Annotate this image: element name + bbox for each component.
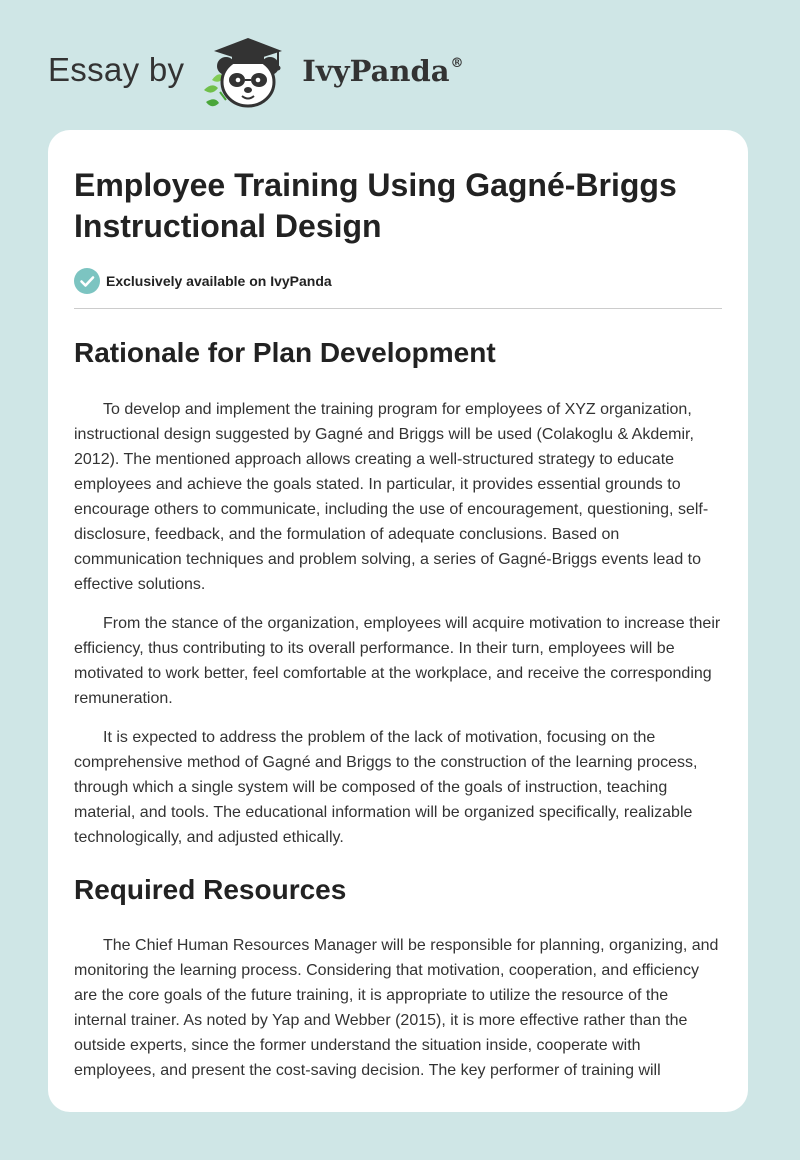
- registered-mark: ®: [450, 56, 464, 71]
- paragraph: The Chief Human Resources Manager will be responsible for planning, organizing, and monitoring the learning process. Considering that motivation, cooperation, and efficiency are the core goals of the future training, it is appropriate to utilize the resource of the internal trainer. As noted by Yap and Webber (2015), it is more effective rather than the outside experts, since the former understand the situation inside, cooperate with employees, and present the cost-saving decision. The key performer of training will: [74, 937, 719, 1079]
- site-brand[interactable]: [48, 32, 464, 112]
- article-card: [48, 130, 748, 1112]
- badge-text: Exclusively available on IvyPanda: [106, 273, 332, 289]
- paragraph: To develop and implement the training program for employees of XYZ organization, instructional design suggested by Gagné and Briggs will be used (Colakoglu & Akdemir, 2012). The mentioned approach allows creating a well-structured strategy to educate employees and achieve the goals stated. In particular, it provides essential grounds to encourage others to communicate, including the use of encouragement, questioning, self-disclosure, feedback, and the formulation of adequate conclusions. Based on communication techniques and problem solving, a series of Gagné-Briggs events lead to effective solutions.: [74, 401, 709, 593]
- brand-name: [302, 54, 463, 88]
- paragraph: It is expected to address the problem of the lack of motivation, focusing on the comprehensive method of Gagné and Briggs to the construction of the learning process, through which a single system will be composed of the goals of instruction, teaching material, and tools. The educational information will be organized specifically, realizable technologically, and adjusted ethically.: [74, 729, 698, 846]
- exclusive-badge: [74, 267, 722, 295]
- brand-name-text: IvyPanda: [302, 54, 450, 88]
- panda-graduate-icon: [198, 32, 298, 112]
- section-heading-resources: Required Resources: [74, 874, 347, 905]
- brand-prefix: Essay by: [48, 51, 185, 88]
- article-title: Employee Training Using Gagné-Briggs Instructional Design: [74, 167, 677, 244]
- divider: [74, 308, 722, 309]
- paragraph: From the stance of the organization, employees will acquire motivation to increase their efficiency, thus contributing to its overall performance. In their turn, employees will be motivated to work better, feel comfortable at the workplace, and receive the corresponding remuneration.: [74, 615, 721, 707]
- check-circle-icon: [74, 268, 100, 294]
- section-heading-rationale: Rationale for Plan Development: [74, 337, 496, 368]
